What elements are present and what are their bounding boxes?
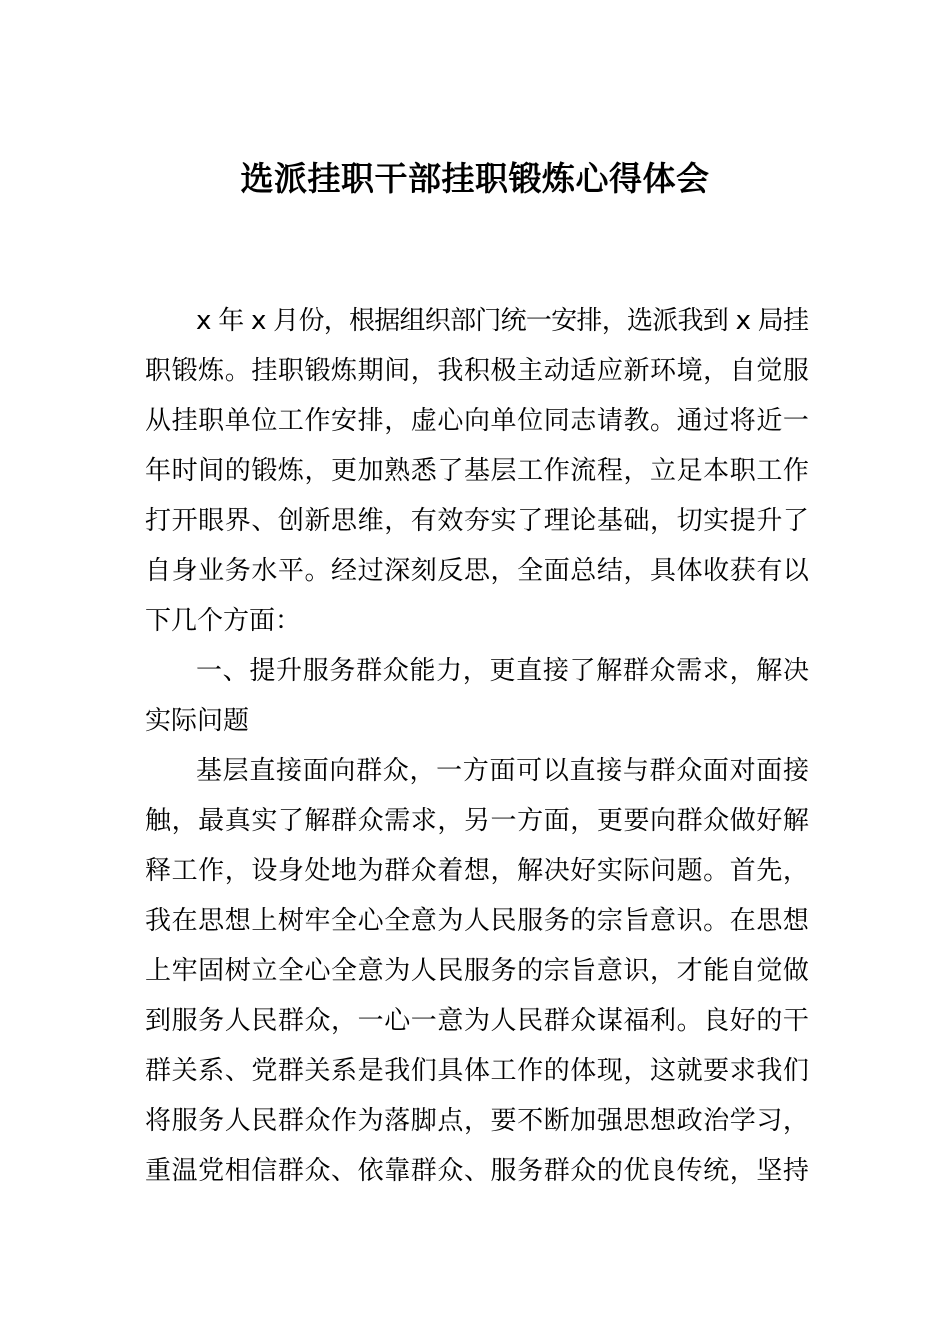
document-title: 选派挂职干部挂职锻炼心得体会 [240,159,710,198]
text-line: 我在思想上树牢全心全意为人民服务的宗旨意识。在思想 [145,906,810,936]
text-line: 从挂职单位工作安排，虚心向单位同志请教。通过将近一 [145,406,810,436]
text-line: 将服务人民群众作为落脚点，要不断加强思想政治学习， [145,1106,810,1136]
text-line: 释工作，设身处地为群众着想，解决好实际问题。首先， [145,856,810,886]
text-line: 自身业务水平。经过深刻反思，全面总结，具体收获有以 [145,556,810,586]
text-line: 上牢固树立全心全意为人民服务的宗旨意识，才能自觉做 [145,956,810,986]
text-line: 职锻炼。挂职锻炼期间，我积极主动适应新环境，自觉服 [145,356,810,386]
text-line: x 年 x 月份，根据组织部门统一安排，选派我到 x 局挂 [196,306,809,336]
text-line: 触，最真实了解群众需求，另一方面，更要向群众做好解 [145,806,810,836]
text-line: 群关系、党群关系是我们具体工作的体现，这就要求我们 [145,1056,810,1086]
text-line: 下几个方面： [145,606,302,636]
text-line: 重温党相信群众、依靠群众、服务群众的优良传统，坚持 [145,1156,810,1186]
text-line: 年时间的锻炼，更加熟悉了基层工作流程，立足本职工作 [145,456,810,486]
text-line: 一、提升服务群众能力，更直接了解群众需求，解决 [196,656,810,686]
text-line: 到服务人民群众，一心一意为人民群众谋福利。良好的干 [145,1006,810,1036]
text-line: 实际问题 [145,706,250,736]
text-line: 打开眼界、创新思维，有效夯实了理论基础，切实提升了 [145,506,810,536]
document-body [145,296,809,1196]
text-line: 基层直接面向群众，一方面可以直接与群众面对面接 [196,756,810,786]
